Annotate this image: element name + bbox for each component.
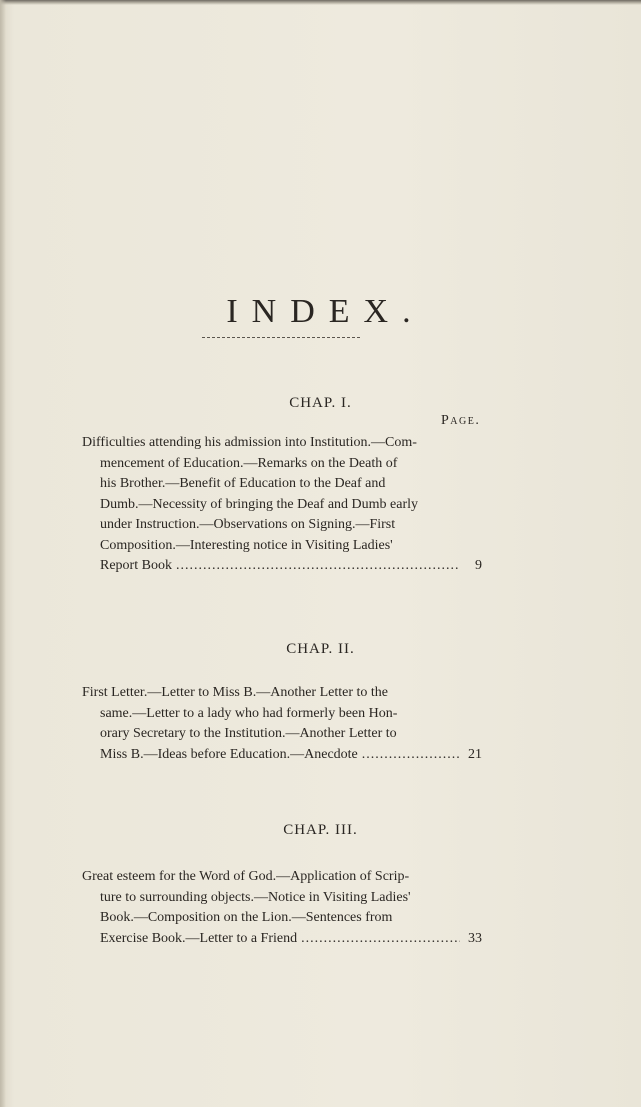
entry-line: mencement of Education.—Remarks on the Death of [100, 455, 398, 471]
chapter-1-heading: CHAP. I. [289, 395, 352, 411]
entry-line: Great esteem for the Word of God.—Application of Scrip- [82, 869, 410, 884]
entry-last-line [82, 745, 482, 766]
entry-line: Miss B.—Ideas before Education.—Anecdote [100, 746, 358, 762]
entry-line: Report Book [100, 558, 172, 573]
page-column-label: Page. [441, 413, 481, 428]
entry-line: First Letter.—Letter to Miss B.—Another Letter to the [82, 685, 388, 700]
chapter-2-heading: CHAP. II. [286, 641, 355, 657]
chapter-1-entry [82, 433, 482, 577]
chapter-3-heading: CHAP. III. [283, 822, 358, 838]
entry-line: orary Secretary to the Institution.—Another Letter to [100, 726, 397, 741]
title-rule [202, 337, 360, 338]
chapter-2-entry [82, 683, 482, 765]
page-number: 33 [468, 930, 482, 946]
entry-line: Dumb.—Necessity of bringing the Deaf and Dumb early [100, 496, 419, 512]
entry-line: ture to surrounding objects.—Notice in Visiting Ladies' [100, 889, 411, 905]
chapter-3-entry [82, 867, 482, 949]
leader-dots [362, 745, 460, 766]
entry-line: Exercise Book.—Letter to a Friend [100, 930, 298, 946]
entry-line: Book.—Composition on the Lion.—Sentences from [100, 910, 393, 925]
entry-line: same.—Letter to a lady who had formerly been Hon- [100, 705, 398, 721]
leader-dots [176, 556, 460, 577]
entry-last-line [82, 556, 482, 577]
index-title: INDEX. [226, 293, 425, 330]
page-number: 21 [468, 746, 482, 762]
entry-line: Difficulties attending his admission into Institution.—Com- [82, 435, 417, 450]
entry-line: Composition.—Interesting notice in Visiting Ladies' [100, 537, 393, 553]
entry-last-line [82, 929, 482, 950]
entry-line: his Brother.—Benefit of Education to the Deaf and [100, 476, 386, 491]
entry-line: under Instruction.—Observations on Signing.—First [100, 517, 396, 532]
leader-dots [301, 929, 460, 950]
page-binding-edge [0, 0, 6, 1107]
page-top-edge [0, 0, 641, 5]
page-number: 9 [475, 558, 482, 573]
